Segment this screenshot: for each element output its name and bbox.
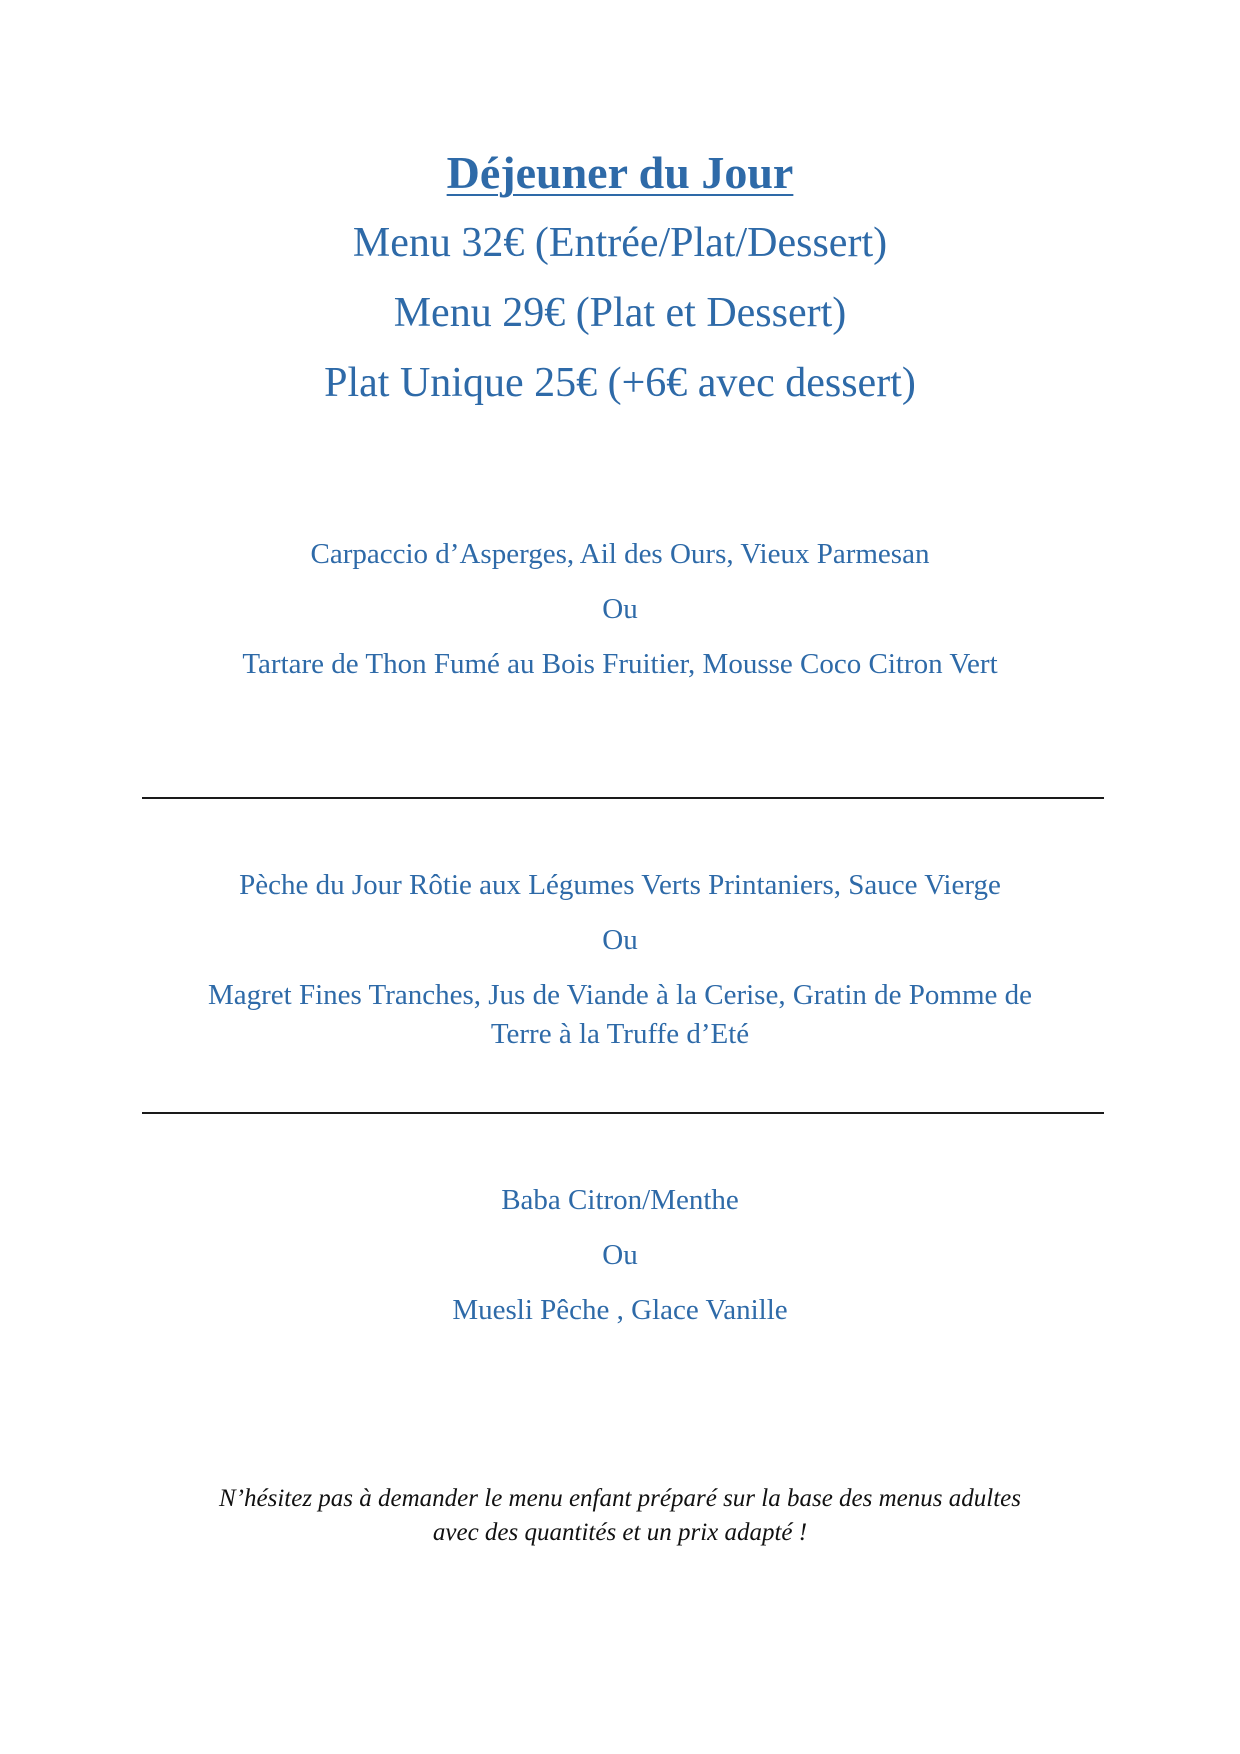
main-option-2-line-1: Magret Fines Tranches, Jus de Viande à la Cerise, Gratin de Pomme de [207, 979, 1033, 1011]
children-menu-note [120, 1482, 1120, 1550]
children-menu-note-line-2: avec des quantités et un prix adapté ! [432, 1519, 808, 1546]
dessert-or-separator: Ou [602, 1239, 638, 1271]
main-option-2-line-2: Terre à la Truffe d’Eté [490, 1018, 750, 1050]
page-title: Déjeuner du Jour [446, 147, 794, 198]
dessert-option-2: Muesli Pêche , Glace Vanille [452, 1294, 788, 1326]
price-menu-two-courses: Menu 29€ (Plat et Dessert) [393, 290, 847, 336]
desserts-section [140, 1181, 1100, 1330]
section-divider [142, 1112, 1104, 1114]
section-divider [142, 797, 1104, 799]
dessert-option-1: Baba Citron/Menthe [501, 1184, 739, 1216]
menu-header [0, 138, 1240, 418]
main-option-1: Pèche du Jour Rôtie aux Légumes Verts Printaniers, Sauce Vierge [239, 869, 1001, 901]
price-single-dish: Plat Unique 25€ (+6€ avec dessert) [324, 360, 916, 406]
children-menu-note-line-1: N’hésitez pas à demander le menu enfant préparé sur la base des menus adultes [219, 1485, 1021, 1512]
mains-section [140, 866, 1100, 1054]
main-option-2 [140, 976, 1100, 1054]
starters-section [140, 535, 1100, 684]
starter-or-separator: Ou [602, 593, 638, 625]
price-menu-three-courses: Menu 32€ (Entrée/Plat/Dessert) [352, 220, 888, 266]
starter-option-1: Carpaccio d’Asperges, Ail des Ours, Vieux Parmesan [310, 538, 930, 570]
starter-option-2: Tartare de Thon Fumé au Bois Fruitier, Mousse Coco Citron Vert [242, 648, 998, 680]
main-or-separator: Ou [602, 924, 638, 956]
